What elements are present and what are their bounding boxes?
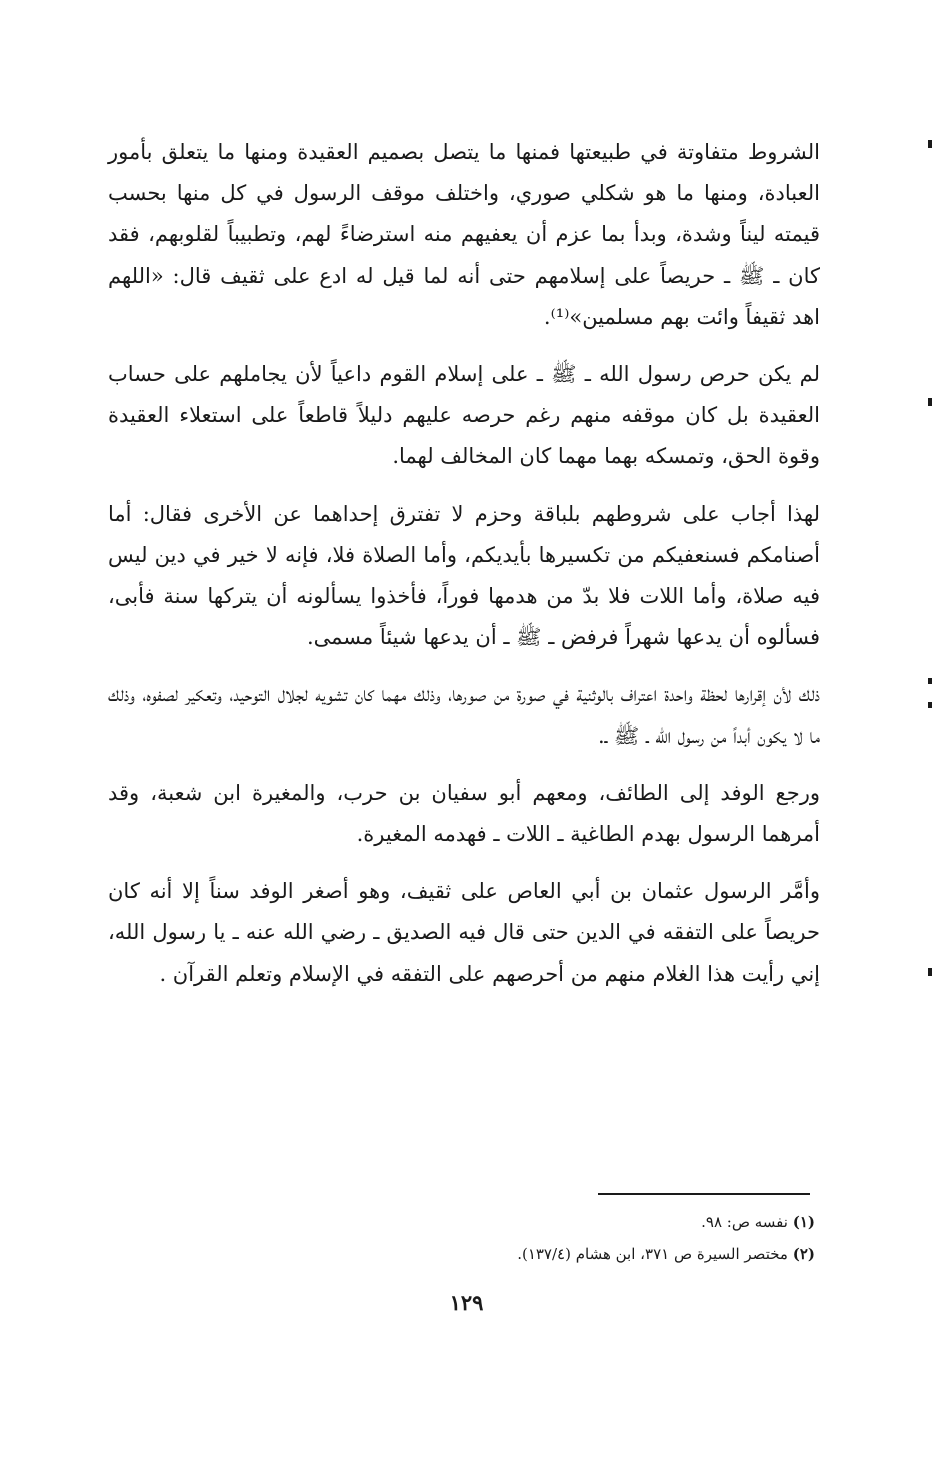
margin-mark-5 [928,968,932,976]
footnote-divider [598,1193,810,1195]
footnote-1-number: (١) [792,1213,815,1231]
main-text-body [108,132,820,1011]
margin-mark-3 [928,678,932,684]
margin-mark-4 [928,702,932,708]
footnote-2 [300,1238,815,1270]
paragraph-4: ذلك لأن إقرارها لحظة واحدة اعتراف بالوثنية في صورة من صورها، وذلك مهما كان تشويه لجلال التوحيد، وتعكير لصفوه، وذلك ما لا يكون أبداً من رسول الله ـ ﷺ ـ. [108,682,820,748]
paragraph-6: وأمَّر الرسول عثمان بن أبي العاص على ثقيف، وهو أصغر الوفد سناً إلا أنه كان حريصاً على التفقه في الدين حتى قال فيه الصديق ـ رضي الله عنه ـ يا رسول الله، إني رأيت هذا الغلام منهم من أحرصهم على التفقه في الإسلام وتعلم القرآن . [108,879,820,986]
page-number: ١٢٩ [449,1290,484,1315]
margin-mark-2 [928,398,932,406]
footnote-1-text: نفسه ص: ٩٨. [701,1213,788,1231]
footnote-1 [300,1206,815,1238]
paragraph-2: لم يكن حرص رسول الله ـ ﷺ ـ على إسلام القوم داعياً لأن يجاملهم على حساب العقيدة بل كان موقفه منهم رغم حرصه عليهم دليلاً قاطعاً على استعلاء العقيدة وقوة الحق، وتمسكه بهما مهما كان المخالف لهما. [108,362,820,469]
footnotes [300,1206,815,1270]
footnote-2-text: مختصر السيرة ص ٣٧١، ابن هشام (١٣٧/٤). [517,1245,788,1263]
paragraph-1: الشروط متفاوتة في طبيعتها فمنها ما يتصل بصميم العقيدة ومنها ما يتعلق بأمور العبادة، ومنها ما هو شكلي صوري، واختلف موقف الرسول في كل منها بحسب قيمته ليناً وشدة، وبدأ بما عزم أن يعفيهم منه استرضاءً لهم، وتطبيباً لقلوبهم، فقد كان ـ ﷺ ـ حريصاً على إسلامهم حتى أنه لما قيل له ادع على ثقيف قال: «اللهم اهد ثقيفاً وائت بهم مسلمين»⁽¹⁾. [108,140,820,329]
footnote-2-number: (٢) [792,1245,815,1263]
paragraph-3: لهذا أجاب على شروطهم بلباقة وحزم لا تفترق إحداهما عن الأخرى فقال: أما أصنامكم فسنعفيكم من تكسيرها بأيديكم، وأما الصلاة فلا، فإنه لا خير في دين ليس فيه صلاة، وأما اللات فلا بدّ من هدمها فوراً، فأخذوا يسألونه أن يتركها سنة فأبى، فسألوه أن يدعها شهراً فرفض ـ ﷺ ـ أن يدعها شيئاً مسمى. [108,501,820,650]
margin-mark-1 [928,140,932,148]
paragraph-5: ورجع الوفد إلى الطائف، ومعهم أبو سفيان بن حرب، والمغيرة ابن شعبة، وقد أمرهما الرسول بهدم الطاغية ـ اللات ـ فهدمه المغيرة. [108,780,820,847]
